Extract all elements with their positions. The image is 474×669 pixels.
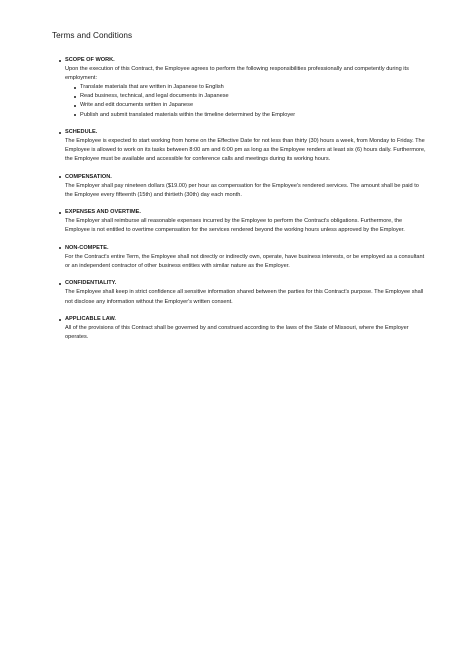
- section-confidentiality: [57, 279, 427, 306]
- section-body: The Employer shall reimburse all reasonable expenses incurred by the Employee to perform the Contract's obligations. Furthermore, the Employee is not entitled to overtime compensation for the services rendered beyond the working hours unless approved by the Employer.: [65, 218, 405, 234]
- section-scope-of-work: [57, 56, 427, 120]
- responsibility-item: Read business, technical, and legal documents in Japanese: [73, 92, 427, 101]
- section-body: For the Contract's entire Term, the Employee shall not directly or indirectly own, operate, have business interests, or be employed as a consultant or an independent contractor of other business entities with similar nature as the Employer.: [65, 253, 425, 269]
- section-heading: NON-COMPETE.: [65, 244, 109, 251]
- document-title: Terms and Conditions: [52, 31, 133, 40]
- section-heading: SCOPE OF WORK.: [65, 57, 115, 63]
- terms-list: [57, 56, 427, 351]
- responsibility-item: Publish and submit translated materials within the timeline determined by the Employer: [73, 111, 427, 120]
- section-expenses-and-overtime: [57, 208, 427, 235]
- section-heading: SCHEDULE.: [65, 128, 98, 135]
- section-non-compete: [57, 244, 427, 271]
- section-body: Upon the execution of this Contract, the Employee agrees to perform the following responsibilities professionally and competently during its employment:: [65, 66, 409, 82]
- section-body: All of the provisions of this Contract shall be governed by and construed according to the laws of the State of Missouri, where the Employer operates.: [65, 325, 409, 341]
- section-heading: CONFIDENTIALITY.: [65, 280, 117, 287]
- section-body: The Employee shall keep in strict confidence all sensitive information shared between the parties for this Contract's purpose. The Employee shall not disclose any information without the Employer's written consent.: [65, 289, 424, 305]
- section-compensation: [57, 173, 427, 200]
- section-schedule: [57, 128, 427, 164]
- responsibilities-list: [65, 83, 427, 119]
- section-heading: EXPENSES AND OVERTIME.: [65, 209, 141, 216]
- responsibility-item: Translate materials that are written in Japanese to English: [73, 83, 427, 92]
- section-applicable-law: [57, 315, 427, 342]
- section-heading: COMPENSATION.: [65, 173, 112, 180]
- section-body: The Employer shall pay nineteen dollars ($19.00) per hour as compensation for the Employee's rendered services. The amount shall be paid to the Employee every fifteenth (15th) and thirtieth (30th) day each month.: [65, 182, 419, 198]
- responsibility-item: Write and edit documents written in Japanese: [73, 101, 427, 110]
- section-heading: APPLICABLE LAW.: [65, 315, 116, 322]
- section-body: The Employee is expected to start working from home on the Effective Date for not less than thirty (30) hours a week, from Monday to Friday. The Employee is allowed to work on its tasks between 8:00 am and 6:00 pm as long as the Employee renders at least six (6) hours daily. Furthermore, the Employee must be available and accessible for conference calls and meetings during its working hours.: [65, 138, 426, 163]
